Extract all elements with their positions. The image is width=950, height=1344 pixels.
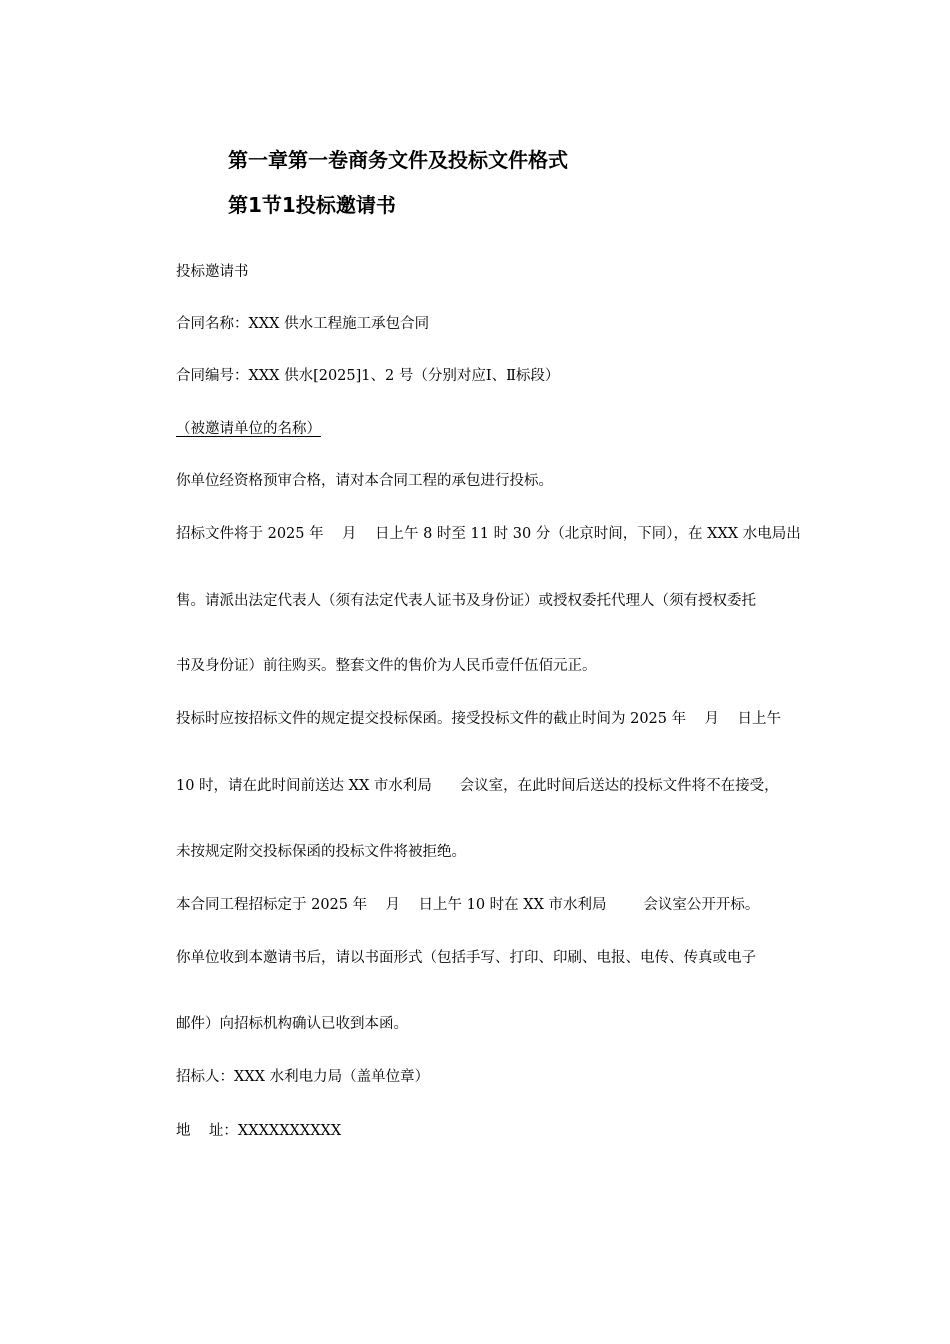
deadline-paragraph-line-2: 10 时，请在此时间前送达 XX 市水利局 会议室，在此时间后送达的投标文件将不在接受，	[176, 778, 779, 794]
confirm-paragraph-line-1: 你单位收到本邀请书后，请以书面形式（包括手写、打印、印刷、电报、电传、传真或电子	[176, 950, 756, 966]
contract-name: 合同名称：XXX 供水工程施工承包合同	[176, 316, 430, 332]
address-line: 地 址：XXXXXXXXXX	[176, 1123, 342, 1139]
opening-paragraph: 本合同工程招标定于 2025 年 月 日上午 10 时在 XX 市水利局 会议室公开开标。	[176, 897, 760, 913]
doc-title: 投标邀请书	[176, 264, 249, 280]
section-heading: 第1节1投标邀请书	[228, 193, 396, 217]
deadline-paragraph-line-1: 投标时应按招标文件的规定提交投标保函。接受投标文件的截止时间为 2025 年 月 日上午	[176, 711, 781, 727]
invitee-placeholder: （被邀请单位的名称）	[176, 421, 321, 437]
chapter-heading: 第一章第一卷商务文件及投标文件格式	[228, 148, 568, 172]
contract-number: 合同编号：XXX 供水[2025]1、2 号（分别对应Ⅰ、Ⅱ标段）	[176, 368, 560, 384]
confirm-paragraph-line-2: 邮件）向招标机构确认已收到本函。	[176, 1016, 408, 1032]
sale-paragraph-line-2: 售。请派出法定代表人（须有法定代表人证书及身份证）或授权委托代理人（须有授权委托	[176, 593, 756, 609]
sale-paragraph-line-1: 招标文件将于 2025 年 月 日上午 8 时至 11 时 30 分（北京时间，下同），在 XXX 水电局出	[176, 526, 801, 542]
sale-paragraph-line-3: 书及身份证）前往购买。整套文件的售价为人民币壹仟伍佰元正。	[176, 658, 597, 674]
tenderer-line: 招标人：XXX 水利电力局（盖单位章）	[176, 1069, 430, 1085]
deadline-paragraph-line-3: 未按规定附交投标保函的投标文件将被拒绝。	[176, 844, 466, 860]
prequalification-paragraph: 你单位经资格预审合格，请对本合同工程的承包进行投标。	[176, 473, 553, 489]
